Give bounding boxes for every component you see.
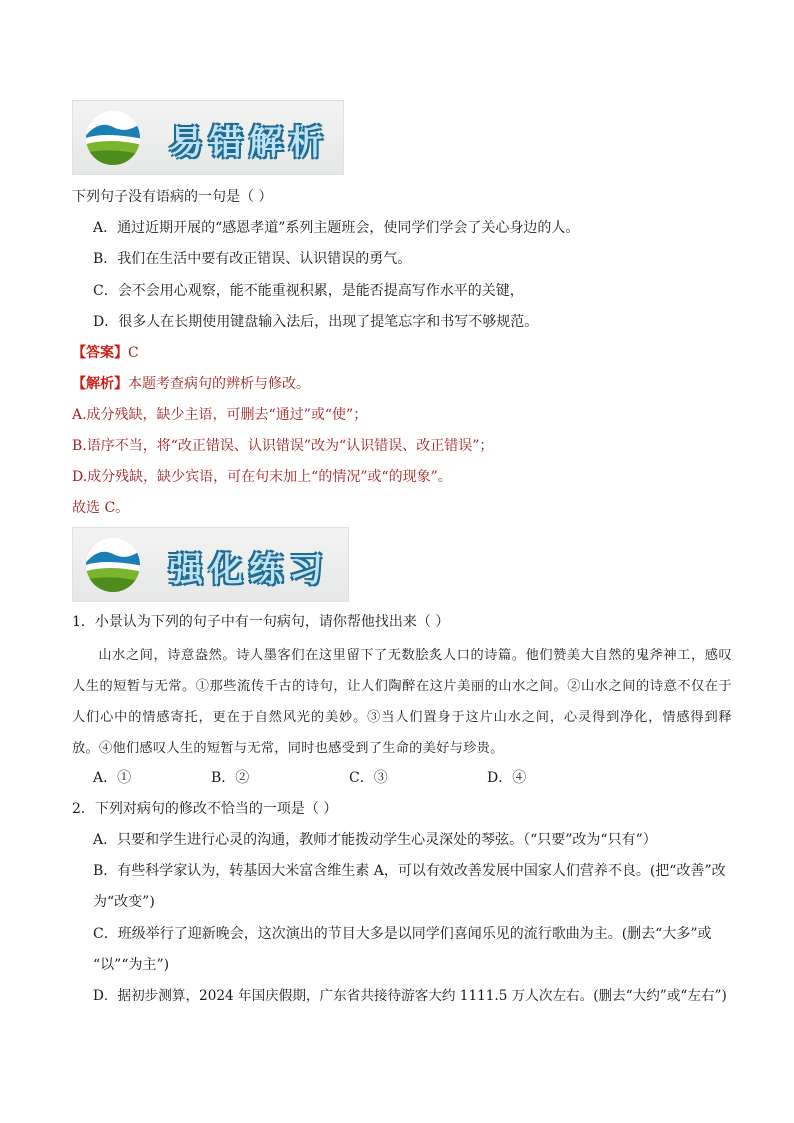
- option-a: A．①: [93, 770, 132, 786]
- answer-value: C: [128, 345, 139, 361]
- option-c: C．会不会用心观察，能不能重视积累，是能否提高写作水平的关键，: [93, 283, 524, 299]
- option-d: D．很多人在长期使用键盘输入法后，出现了提笔忘字和书写不够规范。: [93, 314, 539, 330]
- analysis-intro: 本题考查病句的辨析与修改。: [128, 376, 310, 392]
- section-title: 易错解析: [169, 123, 329, 163]
- option-b: B．②: [211, 770, 250, 786]
- question-2-stem: 2．下列对病句的修改不恰当的一项是（ ）: [72, 801, 338, 817]
- analysis-b: B.语序不当，将“改正错误、认识错误”改为“认识错误、改正错误”；: [72, 438, 494, 454]
- option-b: B．有些科学家认为，转基因大米富含维生素 A，可以有效改善发展中国家人们营养不良。(把“改善”改: [93, 863, 726, 879]
- conclusion: 故选 C。: [72, 500, 130, 516]
- option-c: C．班级举行了迎新晚会，这次演出的节目大多是以同学们喜闻乐见的流行歌曲为主。(删去“大多”或: [93, 926, 712, 942]
- option-d: D．④: [487, 770, 527, 786]
- analysis-tag: 【解析】: [72, 376, 128, 392]
- section-banner-mistakes: [72, 100, 344, 175]
- section-title: 强化练习: [169, 550, 329, 590]
- question-1-stem: 1．小景认为下列的句子中有一句病句，请你帮他找出来（ ）: [72, 614, 450, 630]
- answer-tag: 【答案】: [72, 345, 128, 361]
- option-d: D．据初步测算，2024 年国庆假期，广东省共接待游客大约 1111.5 万人次左右。(删去“大约”或“左右”): [93, 988, 727, 1004]
- analysis-a: A.成分残缺，缺少主语，可删去“通过”或“使”；: [72, 407, 368, 423]
- answer-line: [72, 344, 139, 362]
- option-b: B．我们在生活中要有改正错误、认识错误的勇气。: [93, 251, 412, 267]
- option-b-continued: 为“改变”): [93, 894, 155, 910]
- option-c: C．③: [349, 770, 388, 786]
- analysis-d: D.成分残缺，缺少宾语，可在句末加上“的情况”或“的现象”。: [72, 469, 452, 485]
- option-a: A．通过近期开展的“感恩孝道”系列主题班会，使同学们学会了关心身边的人。: [93, 220, 580, 236]
- option-c-continued: “以”“为主”): [93, 957, 170, 973]
- mountain-lake-logo-icon: [83, 109, 143, 167]
- question-stem: 下列句子没有语病的一句是（ ）: [72, 189, 273, 205]
- analysis-line: [72, 375, 310, 393]
- option-a: A．只要和学生进行心灵的沟通，教师才能拨动学生心灵深处的琴弦。（“只要”改为“只有”）: [93, 832, 657, 848]
- section-banner-practice: [72, 527, 349, 602]
- question-1-options: [93, 769, 526, 787]
- question-1-passage: 山水之间，诗意盎然。诗人墨客们在这里留下了无数脍炙人口的诗篇。他们赞美大自然的鬼斧神工，感叹人生的短暂与无常。①那些流传千古的诗句，让人们陶醉在这片美丽的山水之间。②山水之间的诗意不仅在于人们心中的情感寄托，更在于自然风光的美妙。③当人们置身于这片山水之间，心灵得到净化，情感得到释放。④他们感叹人生的短暂与无常，同时也感受到了生命的美好与珍贵。: [72, 648, 732, 756]
- mountain-lake-logo-icon: [83, 536, 143, 594]
